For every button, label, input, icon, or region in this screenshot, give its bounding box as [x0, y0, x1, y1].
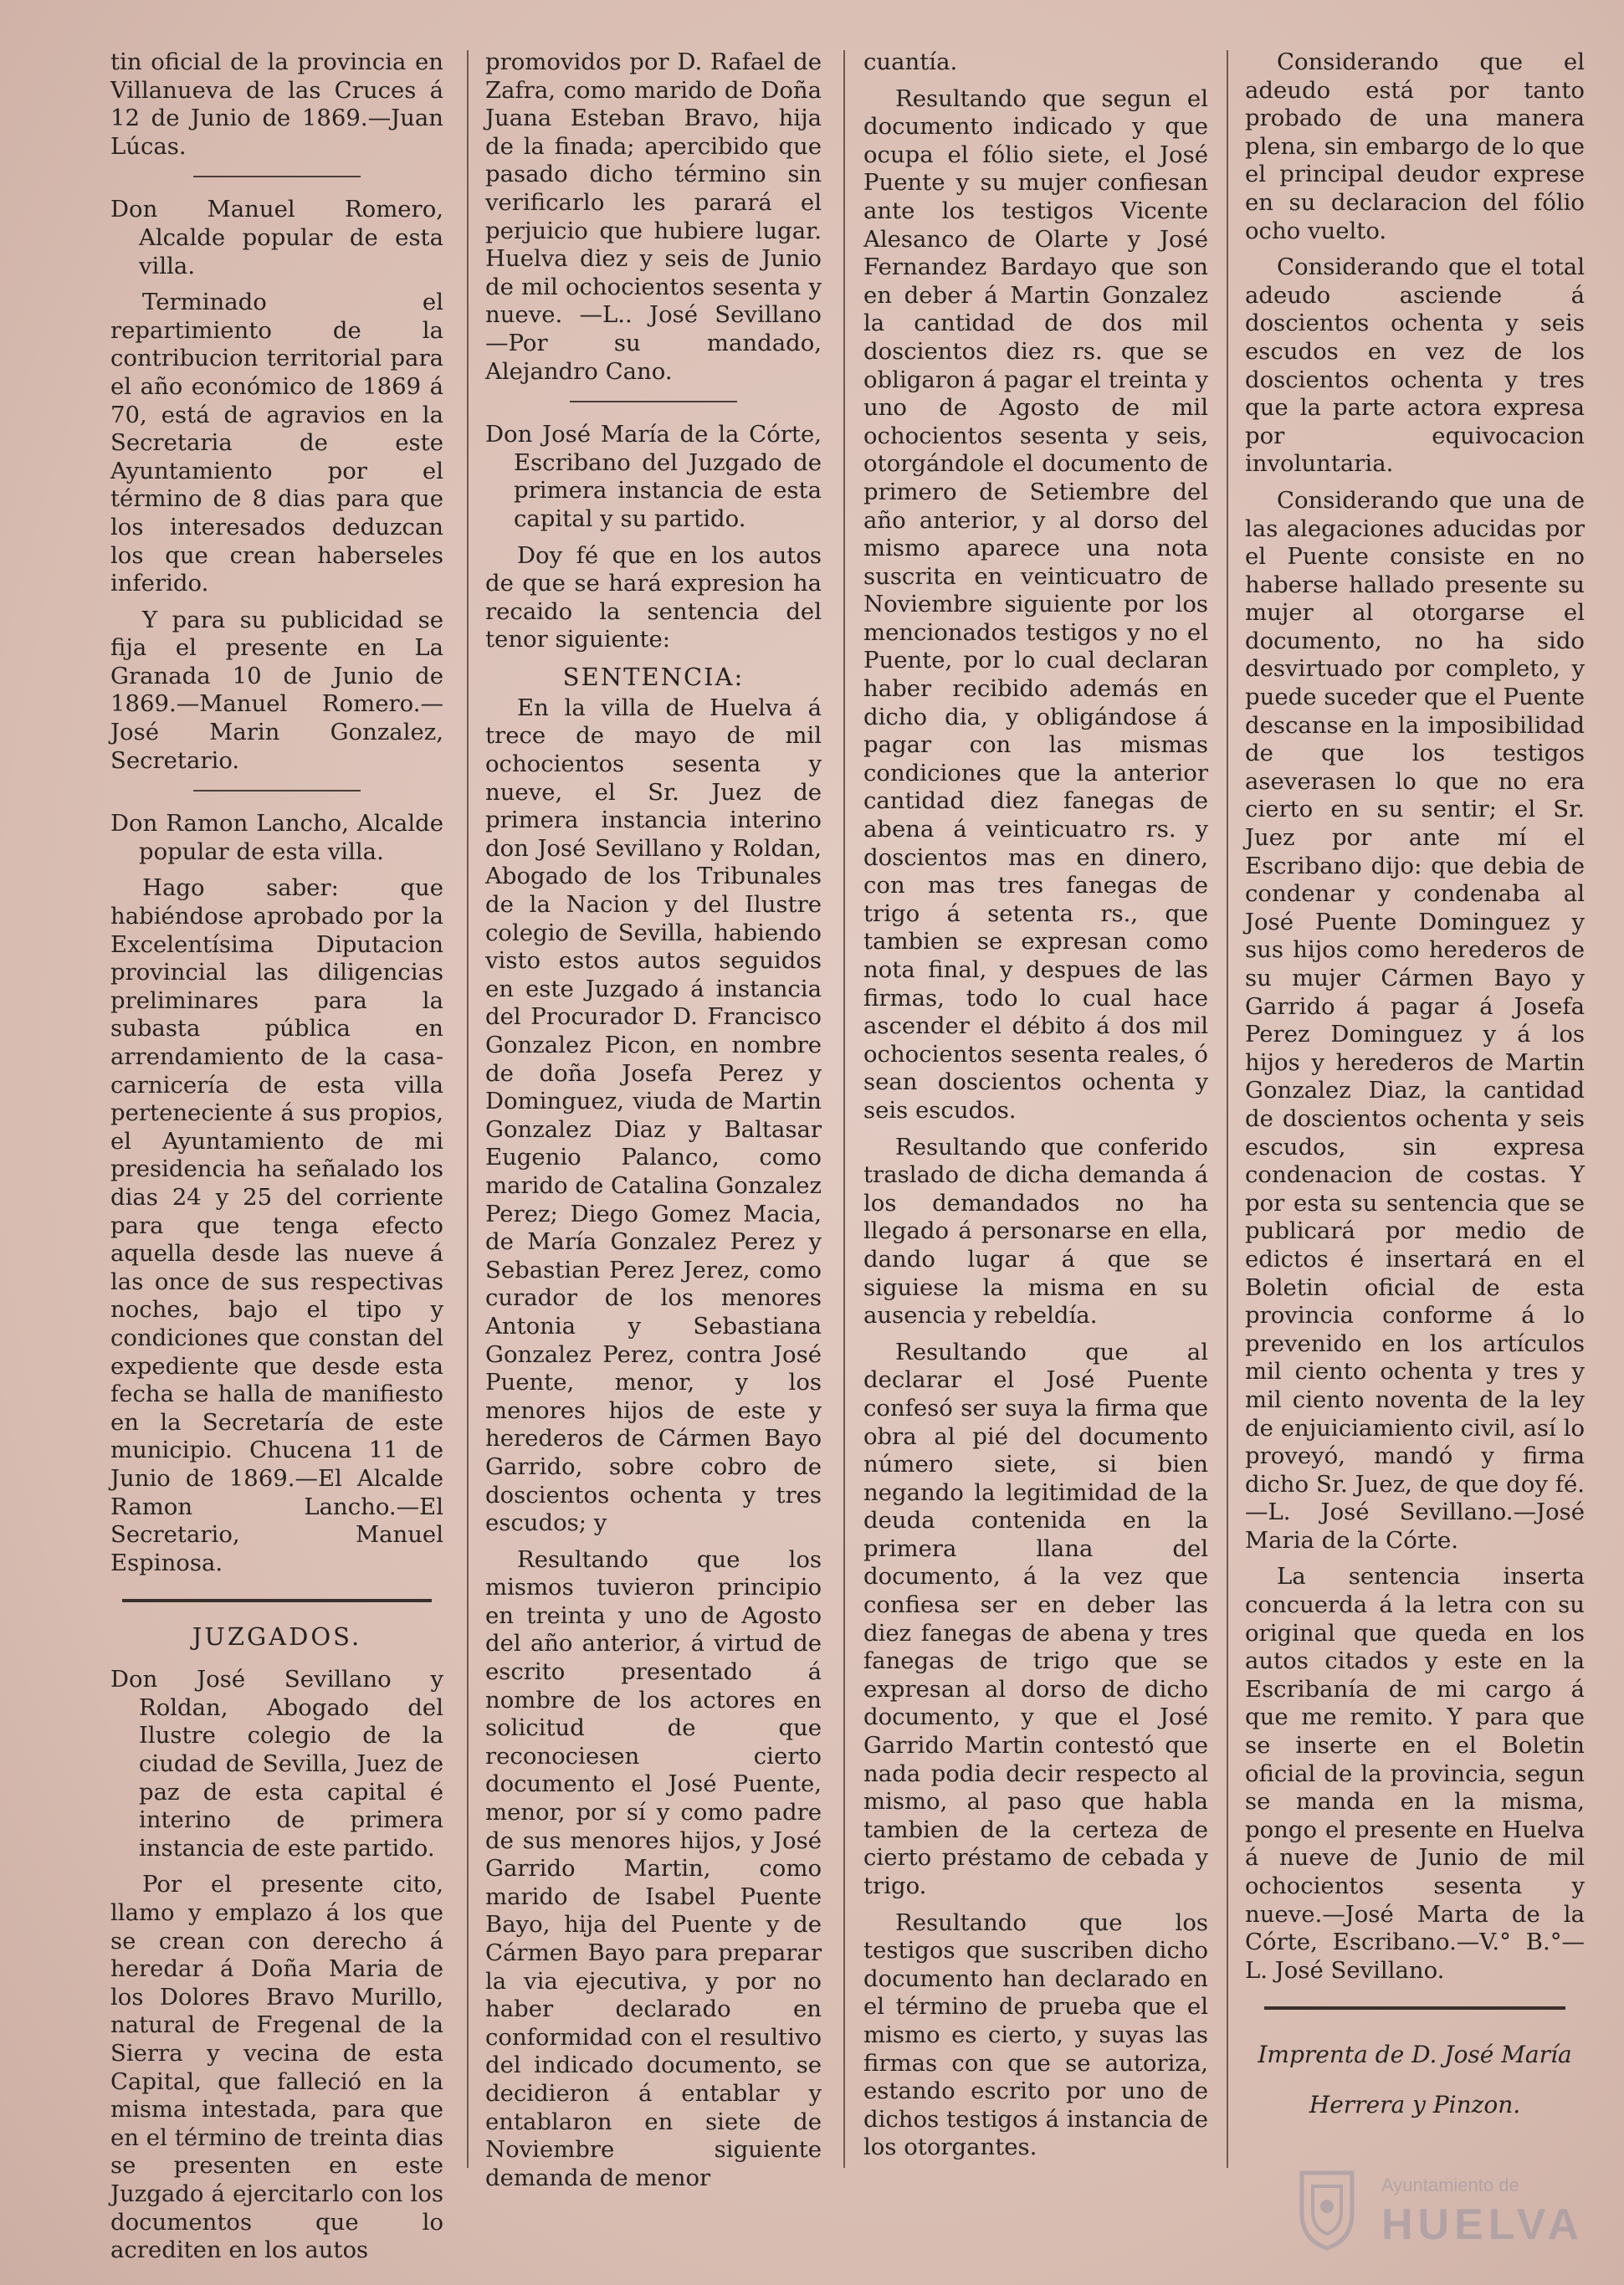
- sentence-text: Considerando que una de las alegaciones aducidas por el Puente consiste en no haberse hallado presente su mujer al otorgarse el documento, no ha sido desvirtuado por completo, y puede suceder que el Puente descanse en la imposibilidad de que los testigos aseverasen lo que no era cierto en su sentir; el Sr. Juez por ante mí el Escribano dijo: que debia de condenar y condenaba al José Puente Dominguez y sus hijos como herederos de su mujer Cármen Bayo y Garrido á pagar á Josefa Perez Dominguez y á los hijos y herederos de Martin Gonzalez Diaz, la cantidad de doscientos ochenta y seis escudos, sin expresa condenacion de costas. Y por esta su sentencia que se publicará por medio de edictos é insertará en el Boletin oficial de esta provincia conforme á lo prevenido en los artículos mil ciento ochenta y tres y mil ciento noventa de la ley de enjuiciamiento civil, así lo proveyó, mandó y firma dicho Sr. Juez, de que doy fé.—L. José Sevillano.—José Maria de la Córte.: [1245, 486, 1585, 1554]
- sentence-text: Resultando que los testigos que suscriben dicho documento han declarado en el término de prueba que el mismo es cierto, y suyas las firmas con que se autoriza, estando escrito por uno de dichos testigos á instancia de los otorgantes.: [863, 1908, 1208, 2161]
- watermark-city: HUELVA: [1381, 2200, 1585, 2249]
- notice-heading: Don Manuel Romero, Alcalde popular de esta villa.: [110, 196, 443, 279]
- printer-credit: [1245, 2030, 1585, 2130]
- notice-heading: Don Ramon Lancho, Alcalde popular de esta villa.: [110, 810, 443, 865]
- notice-continuation: promovidos por D. Rafael de Zafra, como marido de Doña Juana Esteban Bravo, hija de la finada; apercibido que pasado dicho término sin verificarlo les parará el perjuicio que hubiere lugar. Huelva diez y seis de Junio de mil ochocientos sesenta y nueve. —L.. José Sevillano —Por su mandado, Alejandro Cano.: [485, 49, 822, 385]
- sentence-text: Considerando que el total adeudo asciende á doscientos ochenta y seis escudos en vez de los doscientos ochenta y tres que la parte actora expresa por equivocacion involuntaria.: [1245, 254, 1585, 478]
- watermark-line: Ayuntamiento de: [1381, 2175, 1519, 2195]
- section-separator: [122, 1599, 432, 1602]
- coat-of-arms-icon: [1281, 2163, 1373, 2255]
- section-heading: JUZGADOS.: [192, 1622, 362, 1652]
- section-separator: [1264, 2006, 1565, 2010]
- notice-heading: Don José María de la Córte, Escribano del Juzgado de primera instancia de esta capital y su partido.: [485, 421, 822, 532]
- separator: [193, 790, 361, 792]
- sentence-text: En la villa de Huelva á trece de mayo de mil ochocientos sesenta y nueve, el Sr. Juez de primera instancia interino don José Sevillano y Roldan, Abogado de los Tribunales de la Nacion y del Ilustre colegio de Sevilla, habiendo visto estos autos seguidos en este Juzgado á instancia del Procurador D. Francisco Gonzalez Picon, en nombre de doña Josefa Perez y Dominguez, viuda de Martin Gonzalez Diaz y Baltasar Eugenio Palanco, como marido de Catalina Gonzalez Perez; Diego Gomez Macia, de María Gonzalez Perez y Sebastian Perez Jerez, como curador de los menores Antonia y Sebastiana Gonzalez Perez, contra José Puente, menor, y los menores hijos de este y herederos de Cármen Bayo Garrido, sobre cobro de doscientos ochenta y tres escudos; y: [485, 694, 822, 1537]
- column-4: [1245, 49, 1585, 2235]
- notice-continuation: tin oficial de la provincia en Villanueva de las Cruces á 12 de Junio de 1869.—Juan Lúcas.: [110, 49, 443, 160]
- notice-heading: Don José Sevillano y Roldan, Abogado del Ilustre colegio de la ciudad de Sevilla, Juez de paz de esta capital é interino de primera instancia de este partido.: [110, 1666, 443, 1862]
- sentence-text: Resultando que segun el documento indicado y que ocupa el fólio siete, el José Puente y su mujer confiesan ante los testigos Vicente Alesanco de Olarte y José Fernandez Bardayo que son en deber á Martin Gonzalez la cantidad de dos mil doscientos diez rs. que se obligaron á pagar el treinta y uno de Agosto de mil ochocientos sesenta y seis, otorgándole el documento de primero de Setiembre del año anterior, y al dorso del mismo aparece una nota suscrita en veinticuatro de Noviembre siguiente por los mencionados testigos y no el Puente, por lo cual declaran haber recibido además en dicho dia, y obligándose á pagar con las mismas condiciones que la anterior cantidad diez fanegas de abena á veinticuatro rs. y doscientos mas en dinero, con mas tres fanegas de trigo á setenta rs., que tambien se expresan como nota final, y despues de las firmas, todo lo cual hace ascender el débito á dos mil ochocientos sesenta reales, ó sean doscientos ochenta y seis escudos.: [863, 85, 1208, 1124]
- column-rule: [1227, 50, 1228, 2168]
- sentence-continuation: cuantía.: [863, 49, 958, 75]
- notice-body: Hago saber: que habiéndose aprobado por la Excelentísima Diputacion provincial las diligencias preliminares para la subasta pública en arrendamiento de la casa-carnicería de esta villa perteneciente á sus propios, el Ayuntamiento de mi presidencia ha señalado los dias 24 y 25 del corriente para que tenga efecto aquella desde las nueve á las once de sus respectivas noches, bajo el tipo y condiciones que constan del expediente que desde esta fecha se halla de manifiesto en la Secretaría de este municipio. Chucena 11 de Junio de 1869.—El Alcalde Ramon Lancho.—El Secretario, Manuel Espinosa.: [110, 874, 443, 1576]
- sentence-heading: SENTENCIA:: [562, 662, 745, 691]
- notice-body: Doy fé que en los autos de que se hará expresion ha recaido la sentencia del tenor siguiente:: [485, 541, 822, 653]
- separator: [570, 401, 737, 402]
- column-rule: [467, 50, 469, 2168]
- column-2: [485, 49, 822, 2235]
- notice-closing: Y para su publicidad se fija el presente en La Granada 10 de Junio de 1869.—Manuel Romero.—José Marin Gonzalez, Secretario.: [110, 606, 443, 774]
- notice-body: Por el presente cito, llamo y emplazo á los que se crean con derecho á heredar á Doña Maria de los Dolores Bravo Murillo, natural de Fregenal de la Sierra y vecina de esta Capital, que falleció en la misma intestada, para que en el término de treinta dias se presenten en este Juzgado á ejercitarlo con los documentos que lo acrediten en los autos: [110, 1871, 443, 2264]
- sentence-text: La sentencia inserta concuerda á la letra con su original que queda en los autos citados y este en la Escribanía de mi cargo á que me remito. Y para que se inserte en el Boletin oficial de la provincia, segun se manda en la misma, pongo el presente en Huelva á nueve de Junio de mil ochocientos sesenta y nueve.—José Marta de la Córte, Escribano.—V.° B.°—L. José Sevillano.: [1245, 1563, 1585, 1984]
- archive-watermark: [1264, 2163, 1591, 2255]
- sentence-text: Resultando que los mismos tuvieron principio en treinta y uno de Agosto del año anterior, á virtud de escrito presentado á nombre de los actores en solicitud de que reconociesen cierto documento el José Puente, menor, por sí y como padre de sus menores hijos, y José Garrido Martin, como marido de Isabel Puente Bayo, hija del Puente y de Cármen Bayo para preparar la via ejecutiva, y por no haber declarado en conformidad con el resultivo del indicado documento, se decidieron á entablar y entablaron en siete de Noviembre siguiente demanda de menor: [485, 1545, 822, 2191]
- sentence-text: Resultando que al declarar el José Puente confesó ser suya la firma que obra al pié del documento número siete, si bien negando la legitimidad de la deuda contenida en la primera llana del documento, á la vez que confiesa ser en deber las diez fanegas de abena y tres fanegas de trigo que se expresan al dorso de dicho documento, y que el José Garrido Martin contestó que nada podia decir respecto al mismo, al paso que habla tambien de la certeza de cierto préstamo de cebada y trigo.: [863, 1338, 1208, 1899]
- sentence-text: Resultando que conferido traslado de dicha demanda á los demandados no ha llegado á personarse en ella, dando lugar á que se siguiese la misma en su ausencia y rebeldía.: [863, 1133, 1208, 1330]
- column-1: [110, 49, 443, 2264]
- column-rule: [843, 50, 845, 2168]
- printer-line: Herrera y Pinzon.: [1309, 2091, 1521, 2119]
- notice-body: Terminado el repartimiento de la contribucion territorial para el año económico de 1869 á 70, está de agravios en la Secretaria de este Ayuntamiento por el término de 8 dias para que los interesados deduzcan los que crean haberseles inferido.: [110, 289, 443, 597]
- printer-line: Imprenta de D. José María: [1258, 2041, 1572, 2069]
- separator: [193, 176, 361, 177]
- sentence-text: Considerando que el adeudo está por tanto probado de una manera plena, sin embargo de lo que el principal deudor exprese en su declaracion del fólio ocho vuelto.: [1245, 49, 1585, 244]
- column-3: [863, 49, 1208, 2235]
